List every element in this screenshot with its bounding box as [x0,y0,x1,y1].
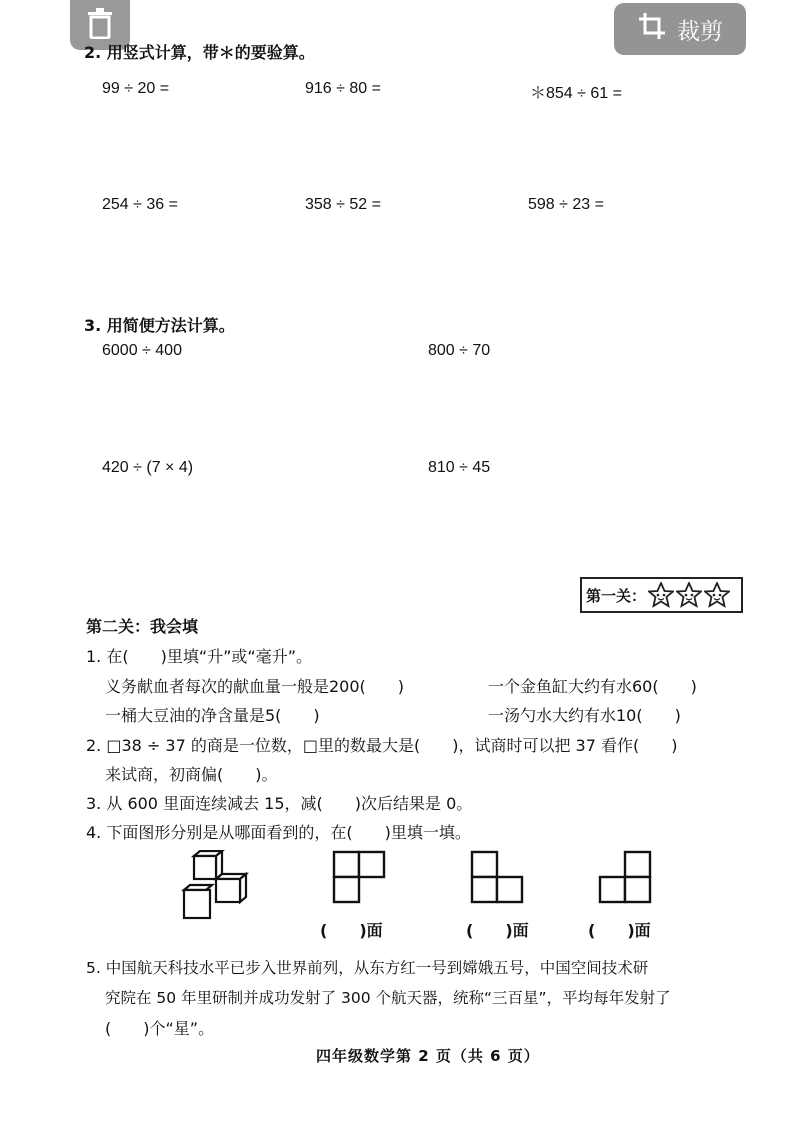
level2-title: 第二关：我会填 [86,617,199,636]
view-figure-1 [332,850,386,906]
star-icon [676,582,702,608]
crop-label: 裁剪 [677,18,723,45]
q4-blank-2: ( )面 [466,921,529,940]
level-badge [580,577,743,613]
problem-simple-2: 800 ÷ 70 [428,342,491,359]
q4-blank-1: ( )面 [320,921,383,940]
problem-simple-1: 6000 ÷ 400 [102,342,182,359]
q1-item-b: 一个金鱼缸大约有水60( ) [488,677,697,696]
problem-vertical-3: ＊854 ÷ 61 = [530,85,622,102]
problem-simple-3: 420 ÷ (7 × 4) [102,459,194,476]
q5-line1: 5. 中国航天科技水平已步入世界前列，从东方红一号到嫦娥五号，中国空间技术研 [86,959,649,977]
problem-vertical-6: 598 ÷ 23 = [528,196,604,213]
problem-vertical-5: 358 ÷ 52 = [305,196,381,213]
view-figure-2 [470,850,524,906]
section2-title: 2. 用竖式计算，带＊的要验算。 [84,43,315,62]
section3-title: 3. 用简便方法计算。 [84,316,235,335]
view-figure-3 [598,850,652,906]
trash-icon [86,7,114,43]
q5-line3: ( )个“星”。 [105,1019,215,1038]
q1-item-d: 一汤勺水大约有水10( ) [488,706,681,725]
q1-item-a: 义务献血者每次的献血量一般是200( ) [105,677,405,696]
problem-simple-4: 810 ÷ 45 [428,459,491,476]
crop-icon [637,11,667,47]
problem-vertical-1: 99 ÷ 20 = [102,80,170,97]
q1-stem: 1. 在( )里填“升”或“毫升”。 [86,647,312,666]
q2-line1: 2. □38 ÷ 37 的商是一位数，□里的数最大是( )，试商时可以把 37 看作( ) [86,736,678,755]
q4-blank-3: ( )面 [588,921,651,940]
star-icon [648,582,674,608]
star-icon [704,582,730,608]
problem-vertical-2: 916 ÷ 80 = [305,80,381,97]
problem-vertical-4: 254 ÷ 36 = [102,196,178,213]
crop-button[interactable] [614,3,746,55]
q5-line2: 究院在 50 年里研制并成功发射了 300 个航天器，统称“三百星”，平均每年发射了 [105,989,671,1007]
q3-text: 3. 从 600 里面连续减去 15，减( )次后结果是 0。 [86,794,473,813]
q1-item-c: 一桶大豆油的净含量是5( ) [105,706,320,725]
q2-line2: 来试商，初商偏( )。 [105,765,278,784]
page-footer: 四年级数学第 2 页（共 6 页） [316,1047,540,1065]
level-badge-label: 第一关： [586,586,647,605]
q4-stem: 4. 下面图形分别是从哪面看到的，在( )里填一填。 [86,823,471,842]
cube-stack-figure [180,850,254,922]
